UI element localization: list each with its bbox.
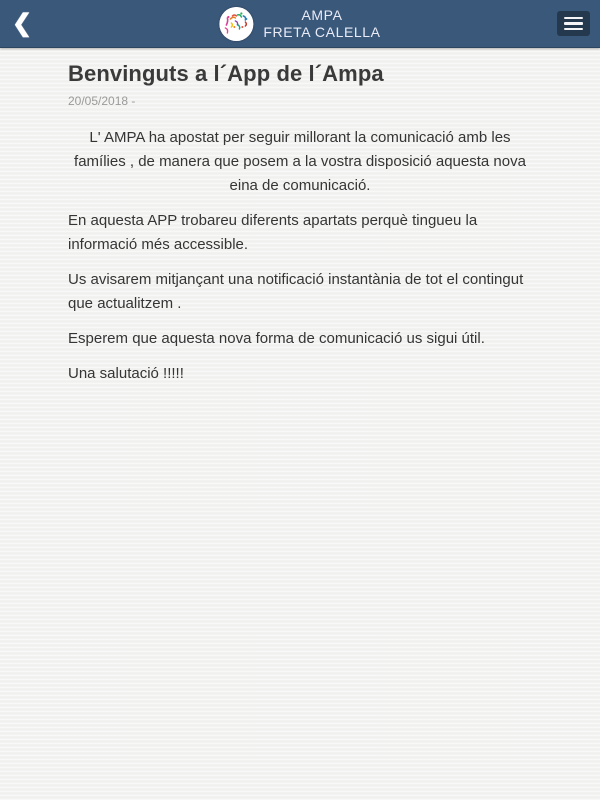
brand-title bbox=[263, 7, 380, 42]
brand-line1: AMPA bbox=[301, 6, 343, 23]
back-button[interactable] bbox=[10, 6, 46, 42]
article-paragraph-4: Esperem que aquesta nova forma de comunicació us sigui útil. bbox=[68, 330, 485, 347]
article-paragraph-2: En aquesta APP trobareu diferents apartats perquè tingueu la informació més accessible. bbox=[68, 212, 478, 253]
article-content bbox=[0, 48, 600, 800]
logo-confetti-graphic bbox=[219, 7, 253, 41]
article-date: 20/05/2018 - bbox=[68, 94, 136, 108]
back-chevron-icon: ❮ bbox=[12, 9, 33, 37]
menu-button[interactable] bbox=[557, 11, 590, 36]
article-title: Benvinguts a l´App de l´Ampa bbox=[68, 61, 384, 86]
article-paragraph-3: Us avisarem mitjançant una notificació instantània de tot el contingut que actualitzem . bbox=[68, 271, 524, 312]
article-paragraph-1: L' AMPA ha apostat per seguir millorant la comunicació amb les famílies , de manera que posem a la vostra disposició aquesta nova eina de comunicació. bbox=[74, 129, 526, 194]
app-logo bbox=[219, 7, 253, 41]
hamburger-icon bbox=[564, 17, 583, 31]
article-paragraph-5: Una salutació !!!!! bbox=[68, 365, 184, 382]
brand-line2: FRETA CALELLA bbox=[263, 24, 381, 40]
app-header bbox=[0, 0, 600, 48]
header-brand bbox=[219, 0, 380, 48]
